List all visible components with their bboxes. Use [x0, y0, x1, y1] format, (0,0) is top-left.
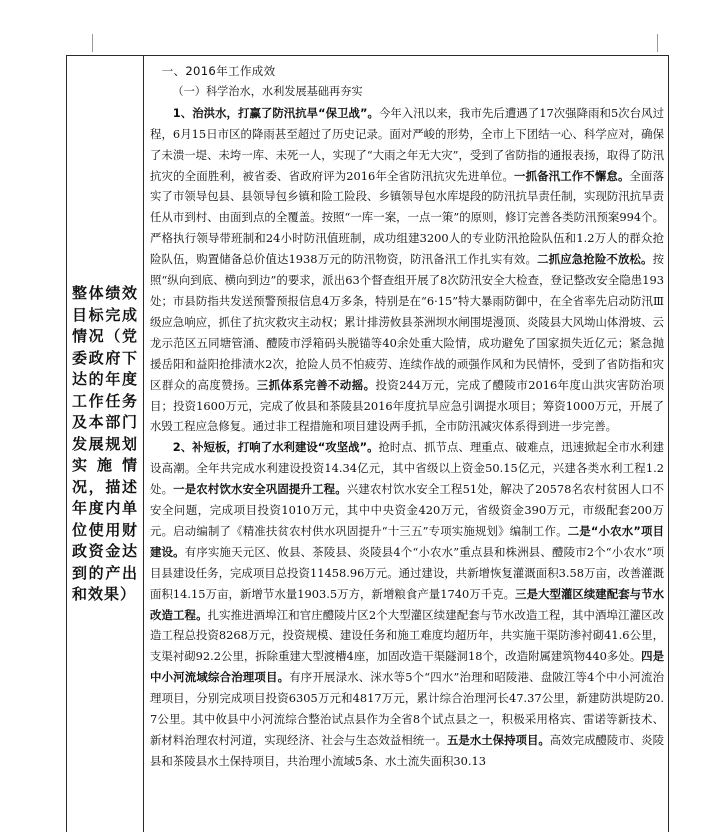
key-point: 一是农村饮水安全巩固提升工程。: [173, 482, 347, 497]
paragraph-text: 投资244万元，完成了醴陵市2016年度山洪灾害防治项目；投资1600万元，完成了攸县和茶陵县2016年度抗旱应急引调提水项目；筹资1000万元，开展了水毁工程应急修复。通过非工程措施和项目建设两手抓，全市防汛减灾体系得到进一步完善。: [150, 377, 664, 434]
paragraph-text: 今年入汛以来，我市先后遭遇了17次强降雨和5次台风过程，6月15日市区的降雨甚至超过了历史记录。面对严峻的形势，全市上下团结一心、科学应对，确保了未溃一堤、未垮一库、未死一人，实现了“大雨之年无大灾”，受到了省防指的通报表扬，取得了防汛抗灾的全面胜利，被省委、省政府评为2016年全省防汛抗灾先进单位。: [150, 105, 664, 183]
paragraph-text: 高效完成醴陵市、炎陵县和茶陵县水土保持项目，共治理小流域5条、水土流失面积30.13: [150, 733, 664, 768]
row-label: 整体绩效目标完成情况（党委政府下达的年度工作任务及本部门发展规划实施情况，描述年度内单位使用财政资金达到的产出和效果）: [72, 284, 138, 604]
paragraph-text: 有序实施天元区、攸县、茶陵县、炎陵县4个“小农水”重点县和株洲县、醴陵市2个“小农水”项目县建设任务，完成项目总投资11458.96万元。通过建设，共新增恢复灌溉面积3.58万亩，改善灌溉面积14.15万亩，新增节水量1903.5万方，新增粮食产量1740万千克。: [150, 544, 664, 601]
paragraph-text: 有序开展渌水、洣水等5个“四水”治理和昭陵港、盘陂江等4个中小河流治理项目，分别完成项目投资6305万元和4817万元，累计综合治理河长47.37公里，新建防洪堤防20.7公里。其中攸县中小河流综合整治试点县作为全省8个试点县之一，积极采用格宾、雷诺等新技术、新材料治理农村河道，实现经济、社会与生态效益相统一。: [150, 670, 664, 747]
key-point: 二是“小农水”项目建设。: [150, 523, 664, 559]
paragraph-title: 1、治洪水，打赢了防汛抗旱“保卫战”。: [172, 105, 379, 120]
key-point: 一抓备汛工作不懈怠。: [514, 168, 630, 183]
paragraph-title: 2、补短板，打响了水利建设“攻坚战”。: [172, 440, 379, 455]
key-point: 二抓应急抢险不放松。: [537, 252, 653, 267]
key-point: 五是水土保持项目。: [446, 733, 550, 747]
section-heading: 一、2016年工作成效: [161, 64, 276, 78]
paragraph-text: 兴建农村饮水安全工程51处，解决了20578名农村贫困人口不安全问题，完成项目投资1010万元，其中中央资金420万元，省级资金390万元，市级配套200万元。启动编制了《精准扶贫农村供水巩固提升“十三五”专项实施规划》编制工作。: [150, 482, 664, 538]
paragraph-text: 全面落实了市领导包县、县领导包乡镇和险工险段、乡镇领导包水库堤段的防汛抗旱责任制，实现防汛抗旱责任从市到村、由面到点的全覆盖。按照“一库一案，一点一策”的原则，修订完善各类防汛预案994个。严格执行领导带班制和24小时防汛值班制，成功组建3200人的专业防汛抢险队伍和1.2万人的群众抢险队伍，购置储备总价值达1938万元的防汛物资，防汛备汛工作扎实有效。: [150, 168, 664, 267]
content-cell: [144, 56, 668, 832]
label-cell: [67, 56, 144, 832]
top-left-tick-line: [92, 34, 93, 52]
paragraph-text: 扎实推进酒埠江和官庄醴陵片区2个大型灌区续建配套与节水改造工程，其中酒埠江灌区改造工程总投资8268万元，投资规模、建设任务和施工难度均超历年，共实施干渠防渗衬砌41.6公里，支渠衬砌92.2公里，拆除重建大型渡槽4座，加固改造干渠隧洞18个，改造附属建筑物440多处。: [150, 607, 664, 664]
performance-table: [66, 55, 669, 832]
top-right-tick-line: [657, 34, 658, 52]
key-point: 三抓体系完善不动摇。: [256, 377, 376, 392]
paragraph-water-construction: [150, 437, 664, 772]
key-point: 四是中小河流域综合治理项目。: [150, 649, 664, 685]
paragraph-text: 抢时点、抓节点、理重点、破难点，迅速掀起全市水利建设高潮。全年共完成水利建设投资14.34亿元，其中省级以上资金50.15亿元，兴建各类水利工程1.2处。: [150, 440, 664, 497]
paragraph-text: 按照“纵向到底、横向到边”的要求，派出63个督查组开展了8次防汛安全大检查，登记整改安全隐患193处；市县防指共发送预警预报信息4万多条，特别是在“6·15”特大暴雨防御中，在全省率先启动防汛Ⅲ级应急响应，抓住了抗灾救灾主动权；累计排涝攸县茶洲坝水闸围堤漫顶、炎陵县大风坳山体滑坡、云龙示范区五同塘管涌、醴陵市浮箱码头脱锚等40余处重大险情，成功避免了国家损失近亿元；紧急抛援岳阳和益阳抢排渍水2次，抢险人员不怕疲劳、连续作战的顽强作风和为民情怀，受到了省防指和灾区群众的高度赞扬。: [150, 252, 664, 392]
paragraph-flood-control: [150, 103, 664, 438]
key-point: 三是大型灌区续建配套与节水改造工程。: [150, 586, 664, 622]
subsection-heading: （一）科学治水，水利发展基础再夯实: [172, 84, 363, 98]
